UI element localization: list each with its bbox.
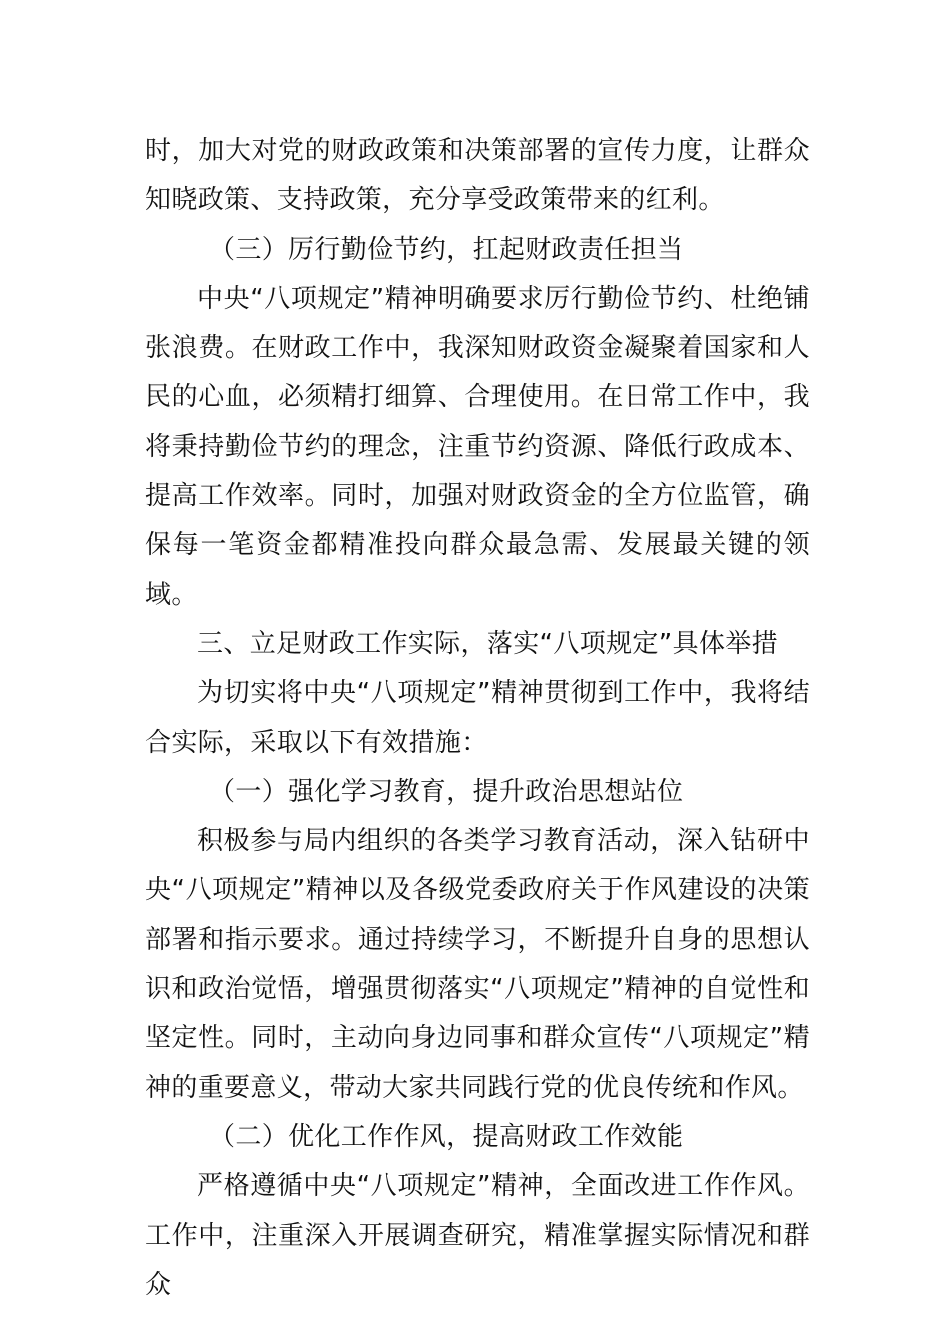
section-subheading-1: （一）强化学习教育，提升政治思想站位 — [209, 776, 684, 807]
paragraph-frugality: 中央“八项规定”精神明确要求厉行勤俭节约、杜绝铺张浪费。在财政工作中，我深知财政资金凝聚着国家和人民的心血，必须精打细算、合理使用。在日常工作中，我将秉持勤俭节约的理念，注重节约资源、降低行政成本、提高工作效率。同时，加强对财政资金的全方位监管，确保每一笔资金都精准投向群众最急需、发展最关键的领域。 — [145, 283, 810, 610]
paragraph-intro-measures: 为切实将中央“八项规定”精神贯彻到工作中，我将结合实际，采取以下有效措施： — [145, 678, 810, 758]
section-subheading-3: （三）厉行勤俭节约，扛起财政责任担当 — [209, 234, 684, 265]
section-subheading-2: （二）优化工作作风，提高财政工作效能 — [209, 1121, 684, 1152]
section-heading-3: 三、立足财政工作实际，落实“八项规定”具体举措 — [197, 628, 778, 659]
document-body — [145, 127, 810, 1310]
paragraph-continued: 时，加大对党的财政政策和决策部署的宣传力度，让群众知晓政策、支持政策，充分享受政策带来的红利。 — [145, 136, 810, 216]
paragraph-work-style: 严格遵循中央“八项规定”精神，全面改进工作作风。工作中，注重深入开展调查研究，精准掌握实际情况和群众 — [145, 1171, 810, 1300]
paragraph-study: 积极参与局内组织的各类学习教育活动，深入钻研中央“八项规定”精神以及各级党委政府关于作风建设的决策部署和指示要求。通过持续学习，不断提升自身的思想认识和政治觉悟，增强贯彻落实“八项规定”精神的自觉性和坚定性。同时，主动向身边同事和群众宣传“八项规定”精神的重要意义，带动大家共同践行党的优良传统和作风。 — [145, 826, 810, 1103]
